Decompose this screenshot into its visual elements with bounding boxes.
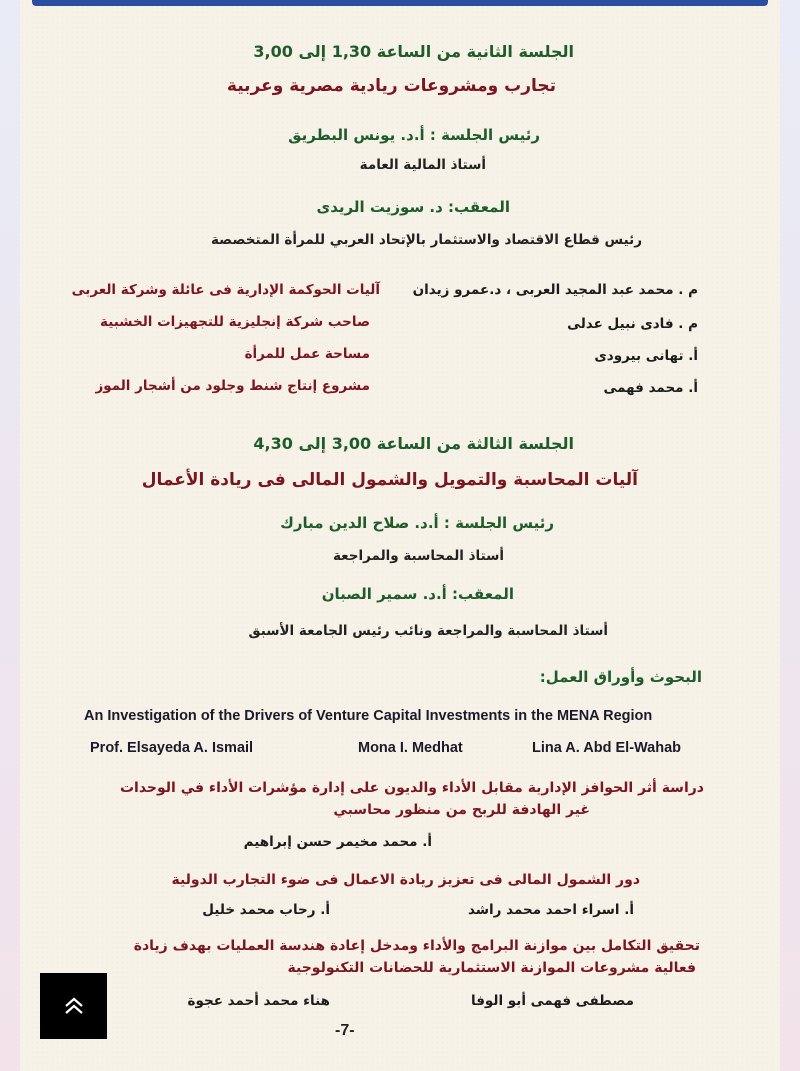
english-author-3: Lina A. Abd El-Wahab [532,740,682,756]
session3-discussant: المعقب: أ.د. سمير الصبان [321,585,514,603]
paper2-title-line2: غير الهادفة للربح من منظور محاسبي [333,802,590,818]
session2-row1-role: آليات الحوكمة الإدارية فى عائلة وشركة العربى [71,282,380,298]
session2-row2-role: صاحب شركة إنجليزية للتجهيزات الخشبية [100,314,370,330]
session2-row3-name: أ. تهانى بيرودى [594,348,698,364]
session2-topic: تجارب ومشروعات ريادية مصرية وعربية [226,76,556,96]
session3-time: الجلسة الثالثة من الساعة 3,00 إلى 4,30 [253,434,574,453]
session2-row3-role: مساحة عمل للمرأة [244,346,370,362]
right-border [780,0,800,1071]
chevron-double-up-icon [63,995,85,1017]
left-border [0,0,20,1071]
english-paper-title: An Investigation of the Drivers of Venture Capital Investments in the MENA Region [84,708,653,724]
session2-chair: رئيس الجلسة : أ.د. يونس البطريق [288,126,540,144]
paper2-author: أ. محمد مخيمر حسن إبراهيم [243,834,432,850]
english-author-2: Mona I. Medhat [358,740,463,756]
paper4-author-1: مصطفى فهمى أبو الوفا [471,993,634,1009]
session2-discussant: المعقب: د. سوزيت الريدى [316,198,510,216]
session2-row2-name: م . فادى نبيل عدلى [567,316,698,332]
paper4-author-2: هناء محمد أحمد عجوة [187,993,330,1009]
top-decorative-line [32,0,768,6]
session2-row4-name: أ. محمد فهمى [603,380,698,396]
paper4-title-line1: تحقيق التكامل بين موازنة البرامج والأداء ومدخل إعادة هندسة العمليات بهدف زيادة [133,938,700,954]
session2-discussant-title: رئيس قطاع الاقتصاد والاستثمار بالإتحاد العربي للمرأة المتخصصة [210,232,642,248]
paper2-title-line1: دراسة أثر الحوافز الإدارية مقابل الأداء والديون على إدارة مؤشرات الأداء في الوحدات [119,780,704,796]
session3-topic: آليات المحاسبة والتمويل والشمول المالى فى ريادة الأعمال [141,470,638,490]
session3-discussant-title: أستاذ المحاسبة والمراجعة ونائب رئيس الجامعة الأسبق [248,623,608,639]
paper3-author-2: أ. رحاب محمد خليل [202,902,330,918]
session2-time: الجلسة الثانية من الساعة 1,30 إلى 3,00 [253,42,574,61]
english-author-1: Prof. Elsayeda A. Ismail [90,740,254,756]
scroll-to-top-button[interactable] [40,973,107,1039]
session2-row4-role: مشروع إنتاج شنط وجلود من أشجار الموز [95,378,370,394]
paper4-title-line2: فعالية مشروعات الموازنة الاستثمارية للحضانات التكنولوجية [287,960,696,976]
paper3-author-1: أ. اسراء احمد محمد راشد [467,902,634,918]
session3-chair-title: أستاذ المحاسبة والمراجعة [332,548,504,564]
session3-chair: رئيس الجلسة : أ.د. صلاح الدين مبارك [280,514,554,532]
papers-heading: البحوث وأوراق العمل: [539,668,702,686]
session2-row1-name: م . محمد عبد المجيد العربى ، د.عمرو زيدان [412,282,698,298]
paper3-title: دور الشمول المالى فى تعزيز ريادة الاعمال فى ضوء التجارب الدولية [171,872,640,888]
page-number: -7- [335,1022,355,1039]
session2-chair-title: أستاذ المالية العامة [359,157,486,173]
